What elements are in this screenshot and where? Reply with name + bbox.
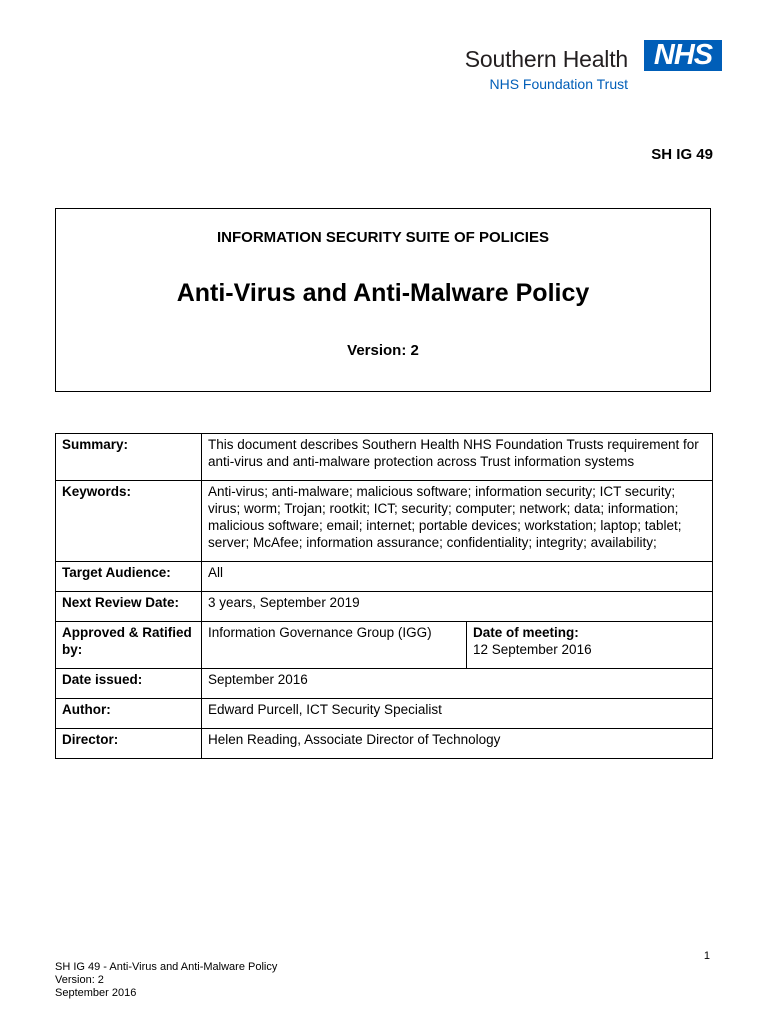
table-row bbox=[56, 669, 713, 699]
page-number: 1 bbox=[703, 950, 710, 962]
title-block bbox=[55, 208, 711, 392]
document-reference: SH IG 49 bbox=[651, 146, 713, 163]
meeting-cell bbox=[467, 622, 713, 669]
table-row bbox=[56, 699, 713, 729]
director-label: Director: bbox=[56, 729, 202, 759]
audience-label: Target Audience: bbox=[56, 562, 202, 592]
southern-health-logo bbox=[422, 38, 722, 96]
policy-title: Anti-Virus and Anti-Malware Policy bbox=[176, 279, 590, 307]
table-row bbox=[56, 562, 713, 592]
table-row bbox=[56, 481, 713, 562]
summary-label: Summary: bbox=[56, 434, 202, 481]
footer-line: September 2016 bbox=[55, 987, 137, 999]
footer-line: SH IG 49 - Anti-Virus and Anti-Malware Policy bbox=[55, 961, 278, 973]
logo-org-name: Southern Health bbox=[464, 46, 628, 72]
table-row bbox=[56, 729, 713, 759]
keywords-value: Anti-virus; anti-malware; malicious software; information security; ICT security; virus; worm; Trojan; rootkit; ICT; security; computer; network; data; information; malicious software; email; internet; portable devices; workstation; laptop; tablet; server; McAfee; information assurance; confidentiality; integrity; availability; bbox=[202, 481, 713, 562]
meeting-date-value: 12 September 2016 bbox=[473, 642, 592, 657]
approved-value: Information Governance Group (IGG) bbox=[202, 622, 467, 669]
footer-line: Version: 2 bbox=[55, 974, 104, 986]
review-date-value: 3 years, September 2019 bbox=[202, 592, 713, 622]
meeting-date-label: Date of meeting: bbox=[473, 625, 579, 640]
audience-value: All bbox=[202, 562, 713, 592]
approved-label: Approved & Ratified by: bbox=[56, 622, 202, 669]
version-label: Version: 2 bbox=[347, 342, 419, 359]
review-date-label: Next Review Date: bbox=[56, 592, 202, 622]
logo-trust-name: NHS Foundation Trust bbox=[489, 76, 628, 92]
document-details-table bbox=[55, 433, 713, 759]
author-label: Author: bbox=[56, 699, 202, 729]
issued-label: Date issued: bbox=[56, 669, 202, 699]
page-footer bbox=[55, 961, 277, 1000]
director-value: Helen Reading, Associate Director of Technology bbox=[202, 729, 713, 759]
author-value: Edward Purcell, ICT Security Specialist bbox=[202, 699, 713, 729]
nhs-logo-icon: NHS bbox=[644, 40, 722, 71]
table-row bbox=[56, 622, 713, 669]
issued-value: September 2016 bbox=[202, 669, 713, 699]
keywords-label: Keywords: bbox=[56, 481, 202, 562]
table-row bbox=[56, 592, 713, 622]
table-row bbox=[56, 434, 713, 481]
summary-value: This document describes Southern Health NHS Foundation Trusts requirement for anti-virus and anti-malware protection across Trust information systems bbox=[202, 434, 713, 481]
suite-heading: INFORMATION SECURITY SUITE OF POLICIES bbox=[217, 229, 549, 246]
